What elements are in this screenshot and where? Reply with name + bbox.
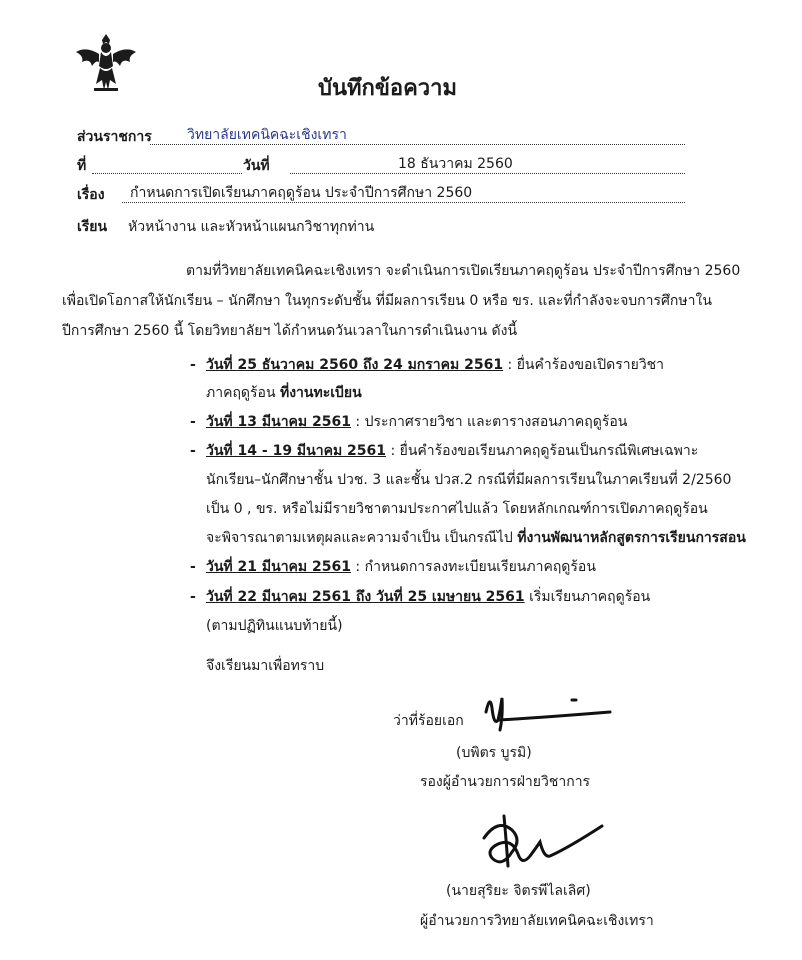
subject-label: เรื่อง xyxy=(77,187,105,203)
schedule-item-4 xyxy=(206,558,596,576)
agency-value: วิทยาลัยเทคนิคฉะเชิงเทรา xyxy=(187,127,347,143)
item-text: เริ่มเรียนภาคฤดูร้อน xyxy=(524,589,651,605)
garuda-emblem-icon xyxy=(72,30,140,98)
schedule-item-2 xyxy=(206,413,627,431)
agency-label: ส่วนราชการ xyxy=(77,129,152,145)
item-date: วันที่ 13 มีนาคม 2561 xyxy=(206,414,351,430)
subject-value: กำหนดการเปิดเรียนภาคฤดูร้อน ประจำปีการศึกษา 2560 xyxy=(130,185,473,201)
item-office: ที่งานทะเบียน xyxy=(279,385,362,401)
date-value: 18 ธันวาคม 2560 xyxy=(398,156,513,172)
item-text: : ยื่นคำร้องขอเรียนภาคฤดูร้อนเป็นกรณีพิเศษเฉพาะ xyxy=(386,443,699,459)
agency-dotted-line xyxy=(150,144,685,145)
schedule-item-3 xyxy=(206,442,698,460)
item-text: : ยื่นคำร้องขอเปิดรายวิชา xyxy=(503,357,665,373)
signer-2-name: (นายสุริยะ จิตรพีไลเลิศ) xyxy=(446,883,591,899)
signer-1-name: (บพิตร บูรมิ) xyxy=(456,745,532,761)
item-date: วันที่ 22 มีนาคม 2561 ถึง วันที่ 25 เมษายน 2561 xyxy=(206,589,525,605)
subject-dotted-line xyxy=(122,202,685,203)
schedule-item-3-line-4 xyxy=(206,529,746,547)
body-line-3: ปีการศึกษา 2560 นี้ โดยวิทยาลัยฯ ได้กำหนดวันเวลาในการดำเนินงาน ดังนี้ xyxy=(62,323,518,339)
item-dash: - xyxy=(190,357,196,373)
item-dash: - xyxy=(190,443,196,459)
schedule-item-3-line-2: นักเรียน–นักศึกษาชั้น ปวช. 3 และชั้น ปวส.2 กรณีที่มีผลการเรียนในภาคเรียนที่ 2/2560 xyxy=(206,472,732,488)
date-dotted-line xyxy=(290,173,685,174)
ref-dotted-line xyxy=(92,173,242,174)
body-line-1: ตามที่วิทยาลัยเทคนิคฉะเชิงเทรา จะดำเนินการเปิดเรียนภาคฤดูร้อน ประจำปีการศึกษา 2560 xyxy=(186,263,741,279)
memo-title: บันทึกข้อความ xyxy=(318,76,458,101)
signer-2-position: ผู้อำนวยการวิทยาลัยเทคนิคฉะเชิงเทรา xyxy=(420,913,654,929)
schedule-item-3-line-3: เป็น 0 , ขร. หรือไม่มีรายวิชาตามประกาศไปแล้ว โดยหลักเกณฑ์การเปิดภาคฤดูร้อน xyxy=(206,501,708,517)
item-dash: - xyxy=(190,414,196,430)
item-date: วันที่ 25 ธันวาคม 2560 ถึง 24 มกราคม 2561 xyxy=(206,357,504,373)
item-dash: - xyxy=(190,589,196,605)
item-date: วันที่ 21 มีนาคม 2561 xyxy=(206,559,351,575)
item-text: : ประกาศรายวิชา และตารางสอนภาคฤดูร้อน xyxy=(350,414,628,430)
ref-label: ที่ xyxy=(77,158,87,174)
date-label: วันที่ xyxy=(243,158,270,174)
item-text-line: ภาคฤดูร้อน xyxy=(206,385,280,401)
schedule-item-1 xyxy=(206,356,664,374)
signer-1-rank: ว่าที่ร้อยเอก xyxy=(393,713,464,729)
schedule-item-5 xyxy=(206,588,650,606)
schedule-item-5-line-2: (ตามปฏิทินแนบท้ายนี้) xyxy=(206,618,343,634)
signer-1-position: รองผู้อำนวยการฝ่ายวิชาการ xyxy=(420,774,591,790)
to-value: หัวหน้างาน และหัวหน้าแผนกวิชาทุกท่าน xyxy=(128,219,375,235)
item-dash: - xyxy=(190,559,196,575)
schedule-item-1-line-2 xyxy=(206,384,362,402)
item-text: : กำหนดการลงทะเบียนเรียนภาคฤดูร้อน xyxy=(350,559,596,575)
body-line-2: เพื่อเปิดโอกาสให้นักเรียน – นักศึกษา ในทุกระดับชั้น ที่มีผลการเรียน 0 หรือ ขร. และที่กำลังจะจบการศึกษาใน xyxy=(62,293,712,309)
item-date: วันที่ 14 - 19 มีนาคม 2561 xyxy=(206,443,387,459)
item-text-line: จะพิจารณาตามเหตุผลและความจำเป็น เป็นกรณีไป xyxy=(206,530,518,546)
item-office: ที่งานพัฒนาหลักสูตรการเรียนการสอน xyxy=(517,530,746,546)
closing-text: จึงเรียนมาเพื่อทราบ xyxy=(206,658,325,674)
signature-1-handwritten xyxy=(476,690,616,734)
to-label: เรียน xyxy=(77,219,108,235)
signature-2-handwritten xyxy=(478,808,608,874)
